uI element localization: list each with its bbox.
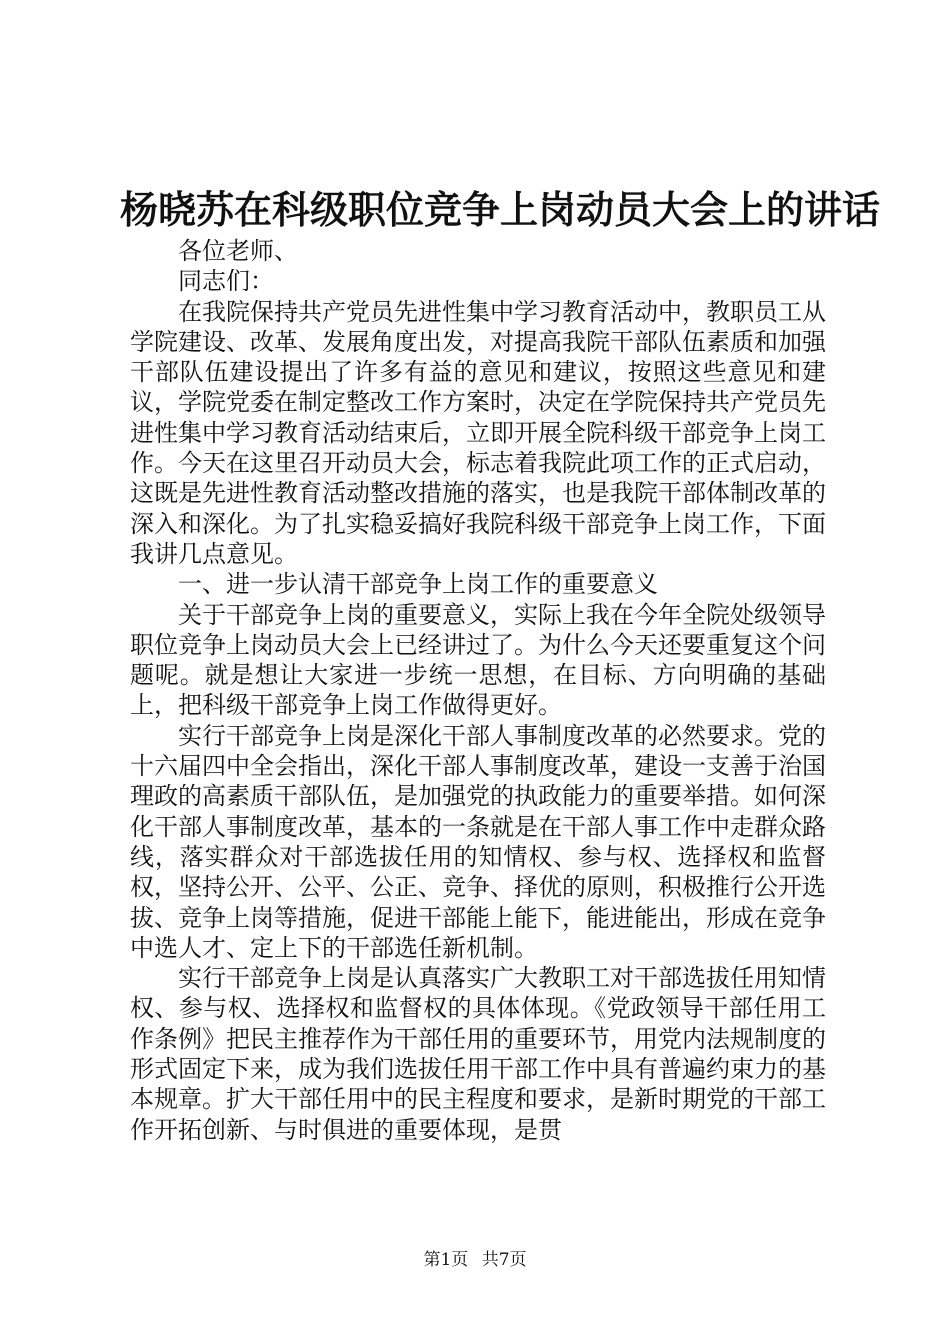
salutation-line: 同志们： [178, 267, 274, 296]
section-heading: 一、进一步认清干部竞争上岗工作的重要意义 [178, 570, 658, 599]
page-number: 第1页 [423, 1250, 469, 1270]
document-title: 杨晓苏在科级职位竞争上岗动员大会上的讲话 [120, 187, 881, 232]
page-footer [0, 1248, 950, 1272]
body-paragraph: 关于干部竞争上岗的重要意义，实际上我在今年全院处级领导职位竞争上岗动员大会上已经讲过了。为什么今天还要重复这个问题呢。就是想让大家进一步统一思想，在目标、方向明确的基础上，把科级干部竞争上岗工作做得更好。 [130, 600, 826, 720]
salutation-line: 各位老师、 [178, 237, 298, 265]
body-paragraph: 在我院保持共产党员先进性集中学习教育活动中，教职员工从学院建设、改革、发展角度出发，对提高我院干部队伍素质和加强干部队伍建设提出了许多有益的意见和建议，按照这些意见和建议，学院党委在制定整改工作方案时，决定在学院保持共产党员先进性集中学习教育活动结束后，立即开展全院科级干部竞争上岗工作。今天在这里召开动员大会，标志着我院此项工作的正式启动，这既是先进性教育活动整改措施的落实，也是我院干部体制改革的深入和深化。为了扎实稳妥搞好我院科级干部竞争上岗工作，下面我讲几点意见。 [130, 297, 826, 568]
document-body [130, 236, 826, 1145]
body-paragraph: 实行干部竞争上岗是认真落实广大教职工对干部选拔任用知情权、参与权、选择权和监督权的具体体现。《党政领导干部任用工作条例》把民主推荐作为干部任用的重要环节，用党内法规制度的形式固定下来，成为我们选拔任用干部工作中具有普遍约束力的基本规章。扩大干部任用中的民主程度和要求，是新时期党的干部工作开拓创新、与时俱进的重要体现，是贯 [130, 964, 826, 1144]
body-paragraph: 实行干部竞争上岗是深化干部人事制度改革的必然要求。党的十六届四中全会指出，深化干部人事制度改革，建设一支善于治国理政的高素质干部队伍，是加强党的执政能力的重要举措。如何深化干部人事制度改革，基本的一条就是在干部人事工作中走群众路线，落实群众对干部选拔任用的知情权、参与权、选择权和监督权，坚持公开、公平、公正、竞争、择优的原则，积极推行公开选拔、竞争上岗等措施，促进干部能上能下，能进能出，形成在竞争中选人才、定上下的干部选任新机制。 [130, 721, 826, 962]
page-total: 共7页 [481, 1250, 527, 1270]
